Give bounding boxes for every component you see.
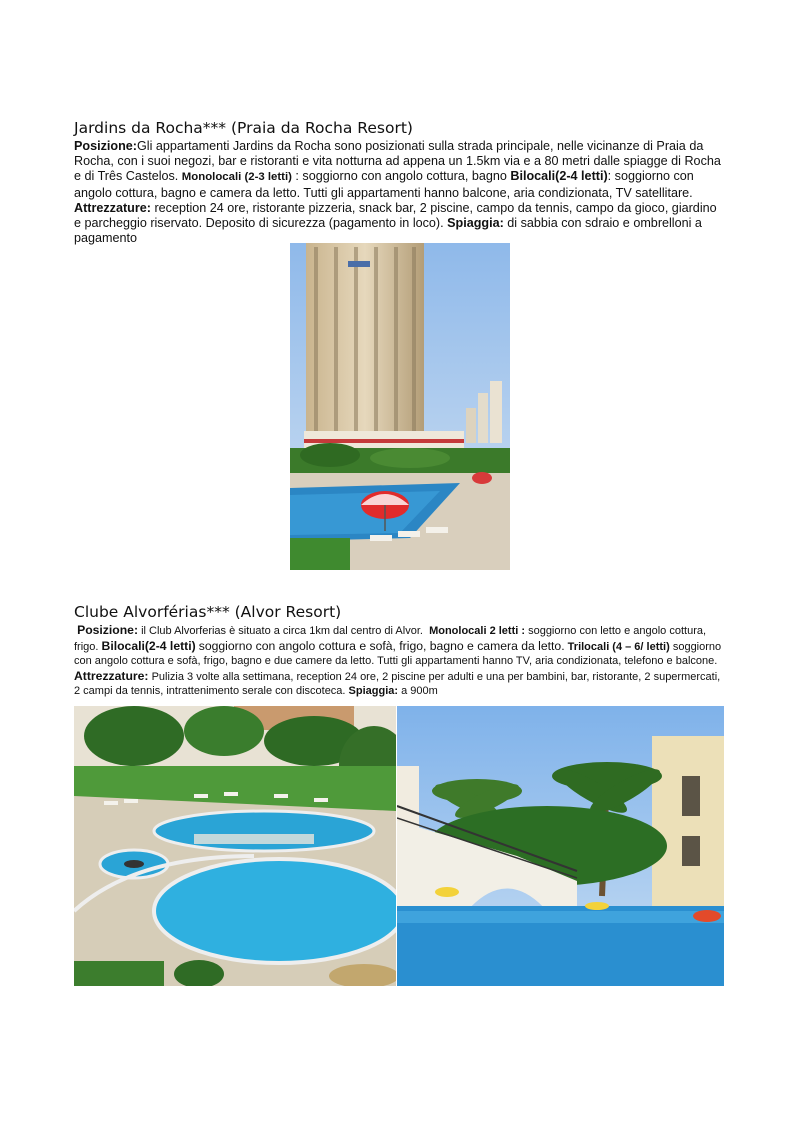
text-spiaggia: di sabbia con sdraio e ombrelloni a pagamento <box>74 216 702 246</box>
text-monolocali: soggiorno con letto e angolo cottura, frigo. <box>74 625 707 653</box>
text-attrezzature: Pulizia 3 volte alla settimana, reception 24 ore, 2 piscine per adulti e una per bambini, bar, ristorante, 2 supermercati, 2 campi da tennis, intrattenimento serale con discoteca. <box>74 670 721 698</box>
label-monolocali: Monolocali 2 letti : <box>429 625 526 637</box>
text-attrezzature: reception 24 ore, ristorante pizzeria, snack bar, 2 piscine, campo da tennis, campo da gioco, giardino e parcheggio riservato. Deposito di sicurezza (pagamento in loco). <box>74 200 717 231</box>
text-posizione: il Club Alvorferias è situato a circa 1km dal centro di Alvor. <box>141 625 423 637</box>
tower-hotel-photo <box>290 243 510 570</box>
label-bilocali: Bilocali(2-4 letti) <box>510 169 608 184</box>
label-attrezzature: Attrezzature: <box>74 668 149 683</box>
label-monolocali: Monolocali (2-3 letti) <box>181 171 292 184</box>
label-spiaggia: Spiaggia: <box>447 216 504 231</box>
label-attrezzature: Attrezzature: <box>74 200 151 215</box>
text-bilocali: soggiorno con angolo cottura e sofà, frigo, bagno e camera da letto. <box>198 638 565 653</box>
pool-bridge-photo <box>397 706 724 986</box>
section-clube-alvorferias <box>74 603 726 699</box>
pool-aerial-photo <box>74 706 396 986</box>
label-posizione: Posizione: <box>74 139 137 153</box>
hotel-title: Clube Alvorférias*** (Alvor Resort) <box>74 603 342 621</box>
label-trilocali: Trilocali (4 – 6/ letti) <box>567 640 670 653</box>
section-jardins-da-rocha <box>74 119 726 246</box>
label-bilocali: Bilocali(2-4 letti) <box>101 638 196 653</box>
hotel-description <box>74 139 726 246</box>
label-spiaggia: Spiaggia: <box>348 685 399 698</box>
text-trilocali: soggiorno con angolo cottura e sofà, frigo, bagno e due camere da letto. Tutti gli appartamenti hanno TV, aria condizionata, telefono e balcone. <box>74 640 722 668</box>
text-monolocali: : soggiorno con angolo cottura, bagno <box>295 169 507 184</box>
text-spiaggia: a 900m <box>401 685 438 698</box>
hotel-title: Jardins da Rocha*** (Praia da Rocha Resort) <box>74 119 413 137</box>
text-bilocali: : soggiorno con angolo cottura, bagno e camera da letto. Tutti gli appartamenti hanno balcone, aria condizionata, TV satellitare. <box>74 169 694 200</box>
hotel-description <box>74 623 726 699</box>
text-posizione: Gli appartamenti Jardins da Rocha sono posizionati sulla strada principale, nelle vicinanze di Praia da Rocha, con i suoi negozi, bar e ristoranti e vita notturna ad appena un 1.5km via e a 80 metri dalle spiagge di Rocha e di Três Castelos. <box>74 139 721 184</box>
label-posizione: Posizione: <box>77 623 139 637</box>
